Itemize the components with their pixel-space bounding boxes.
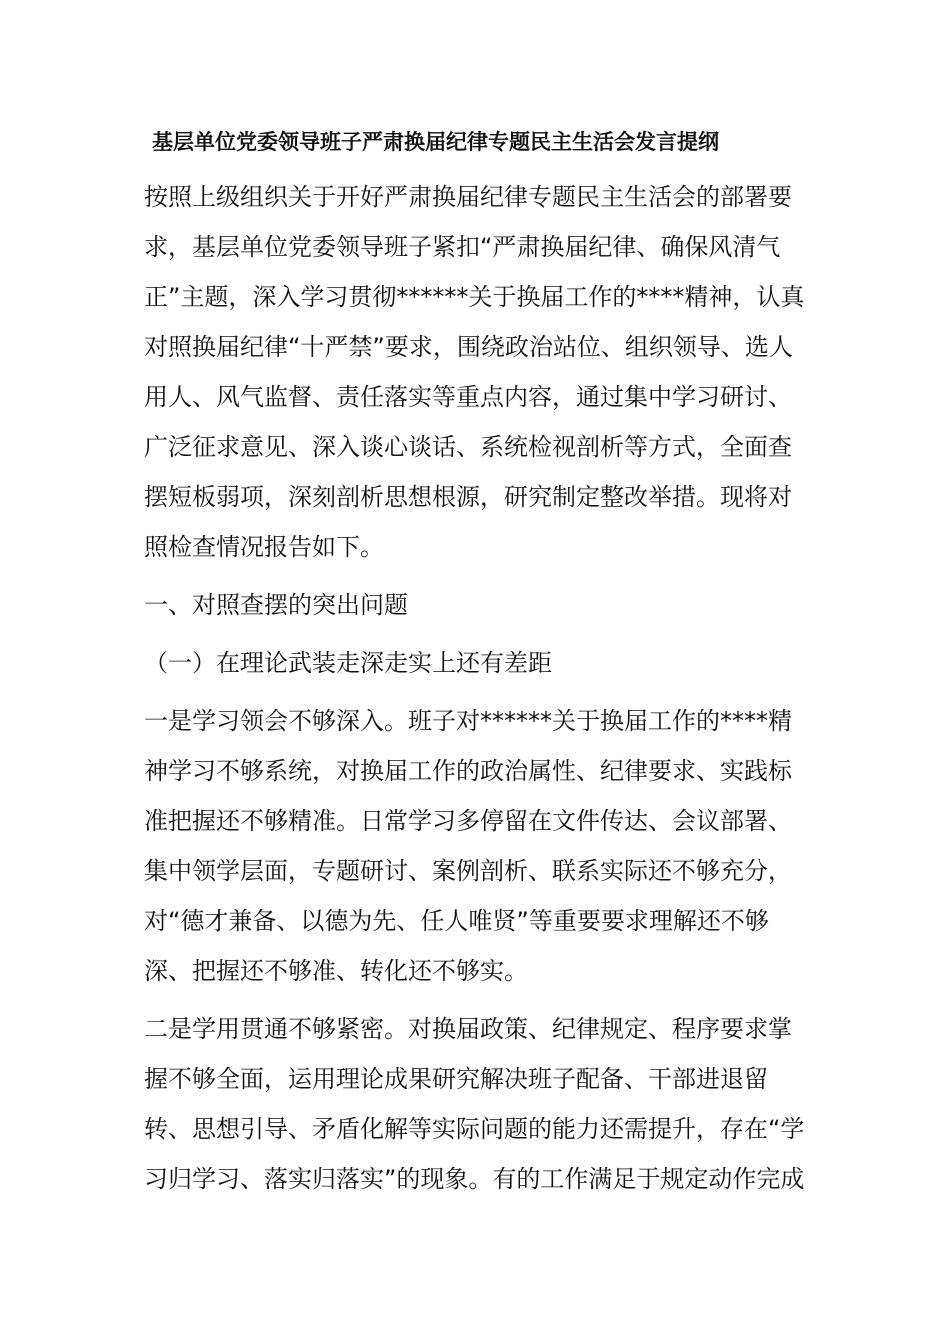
body-paragraph-1: 一是学习领会不够深入。班子对******关于换届工作的****精神学习不够系统，对换届工作的政治属性、纪律要求、实践标准把握还不够精准。日常学习多停留在文件传达、会议部署、集中领学层面，专题研讨、案例剖析、联系实际还不够充分，对“德才兼备、以德为先、任人唯贤”等重要要求理解还不够深、把握还不够准、转化还不够实。 — [144, 707, 792, 985]
intro-paragraph: 按照上级组织关于开好严肃换届纪律专题民主生活会的部署要求，基层单位党委领导班子紧扣“严肃换届纪律、确保风清气正”主题，深入学习贯彻******关于换届工作的****精神，认真对照换届纪律“十严禁”要求，围绕政治站位、组织领导、选人用人、风气监督、责任落实等重点内容，通过集中学习研讨、广泛征求意见、深入谈心谈话、系统检视剖析等方式，全面查摆短板弱项，深刻剖析思想根源，研究制定整改举措。现将对照检查情况报告如下。 — [144, 183, 805, 561]
document-title: 基层单位党委领导班子严肃换届纪律专题民主生活会发言提纲 — [152, 130, 719, 154]
section-heading: 一、对照查摆的突出问题 — [144, 591, 408, 619]
body-paragraph-2: 二是学用贯通不够紧密。对换届政策、纪律规定、程序要求掌握不够全面，运用理论成果研究解决班子配备、干部进退留转、思想引导、矛盾化解等实际问题的能力还需提升，存在“学习归学习、落实归落实”的现象。有的工作满足于规定动作完成 — [144, 1015, 805, 1193]
document-page — [144, 122, 806, 1212]
subsection-heading: （一）在理论武装走深走实上还有差距 — [144, 649, 552, 677]
